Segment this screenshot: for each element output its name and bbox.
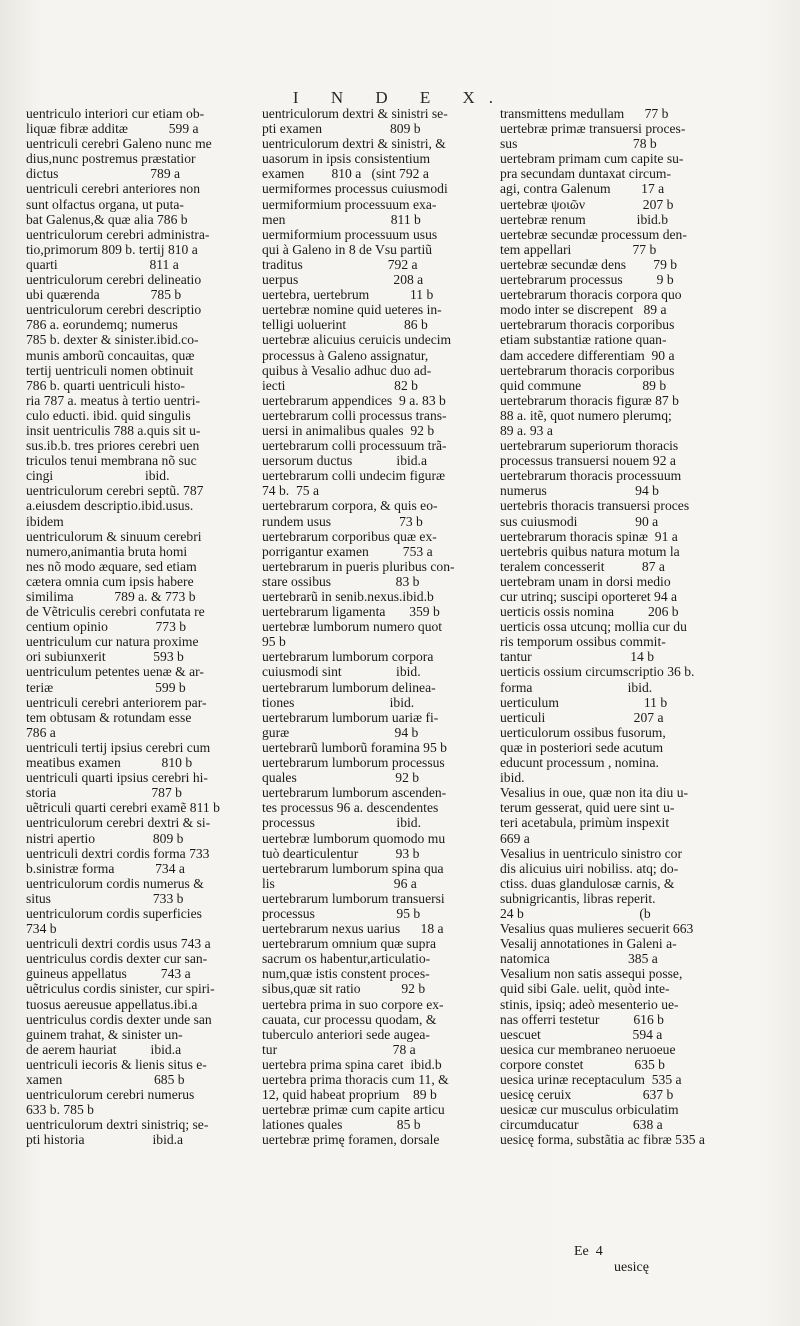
index-entry-line: subnigricantis, libras reperit. <box>500 890 656 906</box>
index-entry-line: quales 92 b <box>262 770 420 786</box>
index-entry-line: uertebra, uertebrum 11 b <box>262 287 434 303</box>
index-entry-line: liquæ fibræ additæ 599 a <box>26 121 199 137</box>
index-entry-line: dis alicuius uiri nobiliss. atq; do- <box>500 860 679 876</box>
index-entry-line: uertebrarum lumborum uariæ fi- <box>262 709 439 725</box>
index-entry-line: stare ossibus 83 b <box>262 573 420 589</box>
index-entry-line: uentriculorum cordis superficies <box>26 905 202 921</box>
index-entry-line: uertebrarũ in senib.nexus.ibid.b <box>262 589 434 604</box>
index-entry-line: uertebrarum in pueris pluribus con- <box>262 558 455 574</box>
index-entry-line: storia 787 b <box>26 785 182 801</box>
index-entry-line: uertebrarum thoracis figuræ 87 b <box>500 392 679 408</box>
page-header-index: I N D E X. <box>292 88 508 107</box>
index-entry-line: uentriculorum dextri & sinistri, & <box>262 136 446 152</box>
index-entry-line: ibid. <box>500 770 525 786</box>
index-entry-line: b.sinistræ forma 734 a <box>26 860 185 876</box>
index-entry-line: Vesalius in oue, quæ non ita diu u- <box>500 785 689 801</box>
index-entry-line: quarti 811 a <box>26 256 179 272</box>
index-entry-line: uesicæ cur musculus orbiculatim <box>500 1102 679 1118</box>
index-entry-line: guineus appellatus 743 a <box>26 966 191 982</box>
index-entry-line: uertebræ primæ transuersi proces- <box>500 121 686 137</box>
index-entry-line: cur utrinq; suscipi oporteret 94 a <box>500 589 678 604</box>
index-entry-line: uertebrarum superiorum thoracis <box>500 438 679 454</box>
index-entry-line: 24 b (b <box>500 905 651 921</box>
index-entry-line: traditus 792 a <box>262 256 418 272</box>
index-entry-line: uentriculi tertij ipsius cerebri cum <box>26 739 211 755</box>
index-entry-line: triculos tenui membrana nõ suc <box>26 453 197 469</box>
index-entry-line: meatibus examen 810 b <box>26 755 193 771</box>
index-entry-line: dam accedere differentiam 90 a <box>500 347 675 363</box>
index-entry-line: uentriculorum cerebri administra- <box>26 226 210 242</box>
index-entry-line: uertebrarum omnium quæ supra <box>262 936 437 952</box>
index-entry-line: insit uentriculis 788 a.quis sit u- <box>26 422 201 438</box>
index-entry-line: uertebræ secundæ processum den- <box>500 226 687 242</box>
index-entry-line: uertebrarum thoracis processuum <box>500 468 682 484</box>
index-entry-line: uertebræ alicuius ceruicis undecim <box>262 332 452 348</box>
index-entry-line: uertebram unam in dorsi medio <box>500 573 671 589</box>
index-entry-line: ria 787 a. meatus à tertio uentri- <box>26 392 201 408</box>
index-entry-line: tantur 14 b <box>500 649 655 665</box>
index-entry-line: uentriculi quarti ipsius cerebri hi- <box>26 770 208 786</box>
index-entry-line: Vesalium non satis assequi posse, <box>500 966 683 982</box>
index-entry-line: uerticis ossis nomina 206 b <box>500 604 679 620</box>
index-entry-line: uerticulum 11 b <box>500 694 668 710</box>
index-entry-line: ibidem <box>26 513 64 529</box>
index-entry-line: uẽtriculus cordis sinister, cur spiri- <box>26 981 215 997</box>
index-entry-line: ris temporum ossibus commit- <box>500 634 666 650</box>
index-entry-line: quid sibi Gale. uelit, quòd inte- <box>500 981 670 997</box>
index-entry-line: munis amborũ concauitas, quæ <box>26 347 195 363</box>
index-entry-line: sibus,quæ sit ratio 92 b <box>262 981 426 997</box>
page-footer <box>560 1228 649 1292</box>
index-entry-line: uertebræ nomine quid ueteres in- <box>262 302 442 318</box>
index-entry-line: uermiformes processus cuiusmodi <box>262 181 448 197</box>
index-entry-line: uertebra prima spina caret ibid.b <box>262 1056 442 1072</box>
index-entry-line: uerticis ossium circumscriptio 36 b. <box>500 664 695 680</box>
index-entry-line: etiam substantiæ ratione quan- <box>500 332 667 348</box>
index-entry-line: uescuet 594 a <box>500 1026 663 1042</box>
index-entry-line: teri acetabula, primùm inspexit <box>500 815 670 831</box>
index-entry-line: uentriculi dextri cordis forma 733 <box>26 845 210 861</box>
index-column-2 <box>262 106 494 1147</box>
index-entry-line: uertebrarum colli processus trans- <box>262 407 447 423</box>
index-entry-line: uertebrarum corpora, & quis eo- <box>262 498 438 514</box>
index-entry-line: uertebrarum processus 9 b <box>500 272 674 288</box>
index-entry-line: transmittens medullam 77 b <box>500 106 669 121</box>
index-entry-line: bat Galenus,& quæ alia 786 b <box>26 211 188 227</box>
index-entry-line: uesicę forma, substãtia ac fibræ 535 a <box>500 1132 705 1148</box>
index-entry-line: uerticulorum ossibus fusorum, <box>500 724 666 740</box>
index-entry-line: pra secundam duntaxat circum- <box>500 166 671 182</box>
index-entry-line: educunt processum , nomina. <box>500 755 659 771</box>
index-entry-line: uersorum ductus ibid.a <box>262 453 427 469</box>
index-entry-line: uertebræ secundæ dens 79 b <box>500 256 678 272</box>
index-entry-line: uertebræ renum ibid.b <box>500 211 669 227</box>
index-entry-line: processus à Galeno assignatur, <box>262 347 429 363</box>
index-entry-line: uertebrarum lumborum delinea- <box>262 679 436 695</box>
index-entry-line: guræ 94 b <box>262 724 419 740</box>
index-entry-line: 89 a. 93 a <box>500 422 553 438</box>
index-entry-line: teriæ 599 b <box>26 679 186 695</box>
index-entry-line: nas offerri testetur 616 b <box>500 1011 664 1027</box>
index-entry-line: iecti 82 b <box>262 377 418 393</box>
index-entry-line: cingi ibid. <box>26 468 170 484</box>
index-entry-line: uentriculorum cerebri septũ. 787 <box>26 483 204 499</box>
index-entry-line: 12, quid habeat proprium 89 b <box>262 1087 437 1103</box>
index-entry-line: nistri apertio 809 b <box>26 830 184 846</box>
index-entry-line: pti historia ibid.a <box>26 1132 184 1148</box>
index-entry-line: cauata, cur processu quodam, & <box>262 1011 437 1027</box>
index-entry-line: uertebrarum corporibus quæ ex- <box>262 528 437 544</box>
index-entry-line: uertebræ ψοιῶν 207 b <box>500 196 674 212</box>
index-entry-line: uertebrarum thoracis corporibus <box>500 362 675 378</box>
index-entry-line: cuiusmodi sint ibid. <box>262 664 421 680</box>
index-entry-line: corpore constet 635 b <box>500 1056 665 1072</box>
index-entry-line: 669 a <box>500 830 530 846</box>
index-entry-line: uertebrarum lumborum corpora <box>262 649 434 665</box>
index-entry-line: tuosus aereusue appellatus.ibi.a <box>26 996 198 1012</box>
index-entry-line: uentriculi cerebri anteriores non <box>26 181 200 197</box>
index-entry-line: tem appellari 77 b <box>500 241 657 257</box>
index-entry-line: uentriculorum cerebri delineatio <box>26 272 202 288</box>
index-entry-line: uertebræ lumborum numero quot <box>262 619 443 635</box>
index-entry-line: telligi uoluerint 86 b <box>262 317 428 333</box>
index-entry-line: stinis, ipsiq; adeò mesenterio ue- <box>500 996 679 1012</box>
index-entry-line: quæ in posteriori sede acutum <box>500 739 664 755</box>
index-entry-line: uentriculi dextri cordis usus 743 a <box>26 936 211 952</box>
index-entry-line: uertebrarum nexus uarius 18 a <box>262 921 444 937</box>
index-entry-line: num,quæ istis constent proces- <box>262 966 430 982</box>
index-entry-line: uentriculi cerebri Galeno nunc me <box>26 136 212 152</box>
index-entry-line: uentriculo interiori cur etiam ob- <box>26 106 205 121</box>
index-entry-line: uertebra prima in suo corpore ex- <box>262 996 444 1012</box>
index-entry-line: de Vẽtriculis cerebri confutata re <box>26 604 205 620</box>
index-entry-line: uentriculorum dextri sinistriq; se- <box>26 1117 209 1133</box>
index-entry-line: dictus 789 a <box>26 166 181 182</box>
index-entry-line: uertebram primam cum capite su- <box>500 151 684 167</box>
index-entry-line: uertebrarũ lumborũ foramina 95 b <box>262 739 447 755</box>
index-entry-line: uerpus 208 a <box>262 272 424 288</box>
index-entry-line: uerticis ossa utcunq; mollia cur du <box>500 619 687 635</box>
index-entry-line: 74 b. 75 a <box>262 483 320 499</box>
index-entry-line: sacrum os habentur,articulatio- <box>262 951 431 967</box>
index-entry-line: circumducatur 638 a <box>500 1117 663 1133</box>
index-entry-line: uertebris quibus natura motum la <box>500 543 680 559</box>
index-entry-line: uermiformium processuum exa- <box>262 196 437 212</box>
index-entry-line: uesica cur membraneo neruoeue <box>500 1041 676 1057</box>
index-entry-line: uertebrarum ligamenta 359 b <box>262 604 440 620</box>
index-entry-line: uertebrarum lumborum ascenden- <box>262 785 447 801</box>
index-entry-line: tem obtusam & rotundam esse <box>26 709 192 725</box>
index-entry-line: 734 b <box>26 921 57 937</box>
index-entry-line: de aerem hauriat ibid.a <box>26 1041 182 1057</box>
index-entry-line: processus 95 b <box>262 905 421 921</box>
index-entry-line: natomica 385 a <box>500 951 658 967</box>
index-entry-line: men 811 b <box>262 211 421 227</box>
index-entry-line: uentriculi iecoris & lienis situs e- <box>26 1056 207 1072</box>
signature-mark: Ee 4 <box>574 1244 603 1259</box>
index-entry-line: uertebræ primę foramen, dorsale <box>262 1132 440 1148</box>
index-entry-line: teralem concesserit 87 a <box>500 558 665 574</box>
index-entry-line: similima 789 a. & 773 b <box>26 589 196 604</box>
index-entry-line: uermiformium processuum usus <box>262 226 438 242</box>
index-entry-line: uentriculorum & sinuum cerebri <box>26 528 202 544</box>
index-entry-line: uersi in animalibus quales 92 b <box>262 422 435 438</box>
index-entry-line: 633 b. 785 b <box>26 1102 94 1118</box>
index-entry-line: lis 96 a <box>262 875 417 891</box>
index-entry-line: uentriculorum cerebri numerus <box>26 1087 195 1103</box>
index-entry-line: tiones ibid. <box>262 694 415 710</box>
index-entry-line: uentriculus cordis dexter cur san- <box>26 951 208 967</box>
index-entry-line: forma ibid. <box>500 679 653 695</box>
index-entry-line: rundem usus 73 b <box>262 513 423 529</box>
index-entry-line: quid commune 89 b <box>500 377 667 393</box>
index-entry-line: xamen 685 b <box>26 1072 185 1087</box>
index-entry-line: examen 810 a (sint 792 a <box>262 166 429 182</box>
index-entry-line: quibus à Vesalio adhuc duo ad- <box>262 362 432 378</box>
index-entry-line: centium opinio 773 b <box>26 619 187 635</box>
index-entry-line: agi, contra Galenum 17 a <box>500 181 665 197</box>
index-entry-line: uertebrarum lumborum transuersi <box>262 890 445 906</box>
index-entry-line: porrigantur examen 753 a <box>262 543 433 559</box>
index-entry-line: processus transuersi nouem 92 a <box>500 453 676 469</box>
index-entry-line: uertebra prima thoracis cum 11, & <box>262 1072 449 1087</box>
index-entry-line: qui à Galeno in 8 de Vsu partiũ <box>262 241 433 257</box>
index-entry-line: a.eiusdem descriptio.ibid.usus. <box>26 498 194 514</box>
index-entry-line: lationes quales 85 b <box>262 1117 421 1133</box>
index-column-1 <box>26 106 262 1147</box>
index-entry-line: 786 a <box>26 724 56 740</box>
index-entry-line: uentriculi cerebri anteriorem par- <box>26 694 207 710</box>
index-entry-line: uentriculum cur natura proxime <box>26 634 199 650</box>
index-entry-line: numerus 94 b <box>500 483 659 499</box>
index-entry-line: uentriculus cordis dexter unde san <box>26 1011 212 1027</box>
index-entry-line: uentriculorum cerebri dextri & si- <box>26 815 211 831</box>
index-entry-line: terum gesserat, quid uere sint u- <box>500 800 675 816</box>
index-entry-line: tes processus 96 a. descendentes <box>262 800 439 816</box>
index-entry-line: 785 b. dexter & sinister.ibid.co- <box>26 332 199 348</box>
index-entry-line: uertebris thoracis transuersi proces <box>500 498 690 514</box>
index-entry-line: uentriculum petentes uenæ & ar- <box>26 664 204 680</box>
index-entry-line: sus 78 b <box>500 136 657 152</box>
index-entry-line: guinem trahat, & sinister un- <box>26 1026 183 1042</box>
index-entry-line: uertebræ primæ cum capite articu <box>262 1102 445 1118</box>
index-entry-line: ctiss. duas glandulosæ carnis, & <box>500 875 675 891</box>
index-entry-line: uertebrarum appendices 9 a. 83 b <box>262 392 446 408</box>
index-entry-line: uentriculorum cordis numerus & <box>26 875 204 891</box>
index-entry-line: numero,animantia bruta homi <box>26 543 188 559</box>
index-entry-line: 88 a. itẽ, quot numero plerumq; <box>500 407 672 423</box>
index-entry-line: uẽtriculi quarti cerebri examẽ 811 b <box>26 800 220 816</box>
index-entry-line: cætera omnia cum ipsis habere <box>26 573 194 589</box>
index-entry-line: uertebrarum lumborum spina qua <box>262 860 444 876</box>
index-entry-line: uasorum in ipsis consistentium <box>262 151 431 167</box>
index-entry-line: tuò dearticulentur 93 b <box>262 845 420 861</box>
index-entry-line: pti examen 809 b <box>262 121 421 137</box>
index-entry-line: dius,nunc postremus præstatior <box>26 151 196 167</box>
index-entry-line: uertebrarum colli undecim figuræ <box>262 468 446 484</box>
index-entry-line: situs 733 b <box>26 890 184 906</box>
index-entry-line: uesicę ceruix 637 b <box>500 1087 674 1103</box>
index-entry-line: culo educti. ibid. quid singulis <box>26 407 191 423</box>
index-entry-line: uertebrarum lumborum processus <box>262 755 445 771</box>
index-entry-line: Vesalius quas mulieres secuerit 663 <box>500 921 694 937</box>
index-column-3 <box>500 106 720 1147</box>
index-entry-line: tertij uentriculi nomen obtinuit <box>26 362 194 378</box>
index-entry-line: ori subiunxerit 593 b <box>26 649 184 665</box>
index-entry-line: uertebrarum thoracis corpora quo <box>500 287 682 303</box>
index-entry-line: Vesalij annotationes in Galeni a- <box>500 936 677 952</box>
index-entry-line: tuberculo anteriori sede augea- <box>262 1026 430 1042</box>
index-entry-line: uentriculorum cerebri descriptio <box>26 302 202 318</box>
index-entry-line: sus.ib.b. tres priores cerebri uen <box>26 438 200 454</box>
index-entry-line: 786 a. eorundemq; numerus <box>26 317 178 333</box>
index-entry-line: modo inter se discrepent 89 a <box>500 302 667 318</box>
index-entry-line: processus ibid. <box>262 815 421 831</box>
index-entry-line: uentriculorum dextri & sinistri se- <box>262 106 448 121</box>
index-entry-line: sunt olfactus organa, ut puta- <box>26 196 184 212</box>
index-entry-line: tur 78 a <box>262 1041 416 1057</box>
index-entry-line: uertebrarum colli processuum trã- <box>262 438 447 454</box>
index-entry-line: uertebrarum thoracis corporibus <box>500 317 675 333</box>
index-entry-line: tio,primorum 809 b. tertij 810 a <box>26 241 198 257</box>
index-entry-line: uerticuli 207 a <box>500 709 664 725</box>
index-entry-line: uertebrarum thoracis spinæ 91 a <box>500 528 678 544</box>
index-entry-line: 786 b. quarti uentriculi histo- <box>26 377 185 393</box>
index-entry-line: Vesalius in uentriculo sinistro cor <box>500 845 682 861</box>
index-entry-line: ubi quærenda 785 b <box>26 287 182 303</box>
index-entry-line: sus cuiusmodi 90 a <box>500 513 659 529</box>
index-entry-line: uesica urinæ receptaculum 535 a <box>500 1072 682 1087</box>
catchword: uesicę <box>614 1260 649 1275</box>
index-entry-line: nes nõ modo æquare, sed etiam <box>26 558 197 574</box>
index-entry-line: 95 b <box>262 634 286 650</box>
index-entry-line: uertebræ lumborum quomodo mu <box>262 830 446 846</box>
